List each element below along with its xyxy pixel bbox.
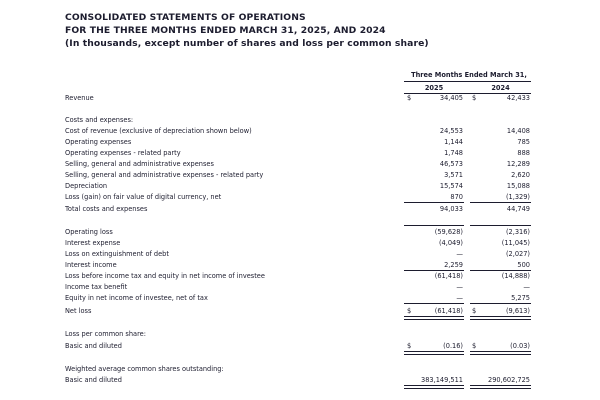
subtotal-rule (404, 225, 464, 226)
row-label-operating-loss: Operating loss (65, 228, 113, 236)
row-label-tax-benefit: Income tax benefit (65, 283, 128, 291)
value-operating-loss-2025: (59,628) (434, 228, 463, 236)
currency-symbol: $ (472, 307, 477, 315)
value-total-costs-2024: 44,749 (506, 205, 530, 213)
value-revenue-2025: 34,405 (439, 94, 463, 102)
value-sga-2025: 46,573 (439, 160, 463, 168)
value-interest-income-2025: 2,259 (444, 261, 463, 269)
column-group-header: Three Months Ended March 31, (411, 71, 527, 79)
total-double-rule (470, 316, 531, 320)
value-lps-basic-2025: (0.16) (443, 342, 463, 350)
value-opex-2025: 1,144 (444, 138, 463, 146)
value-opex-related-2024: 888 (517, 149, 530, 157)
section-heading-costs: Costs and expenses: (65, 116, 134, 124)
value-depreciation-2024: 15,088 (506, 182, 530, 190)
value-sga-related-2025: 3,571 (444, 171, 463, 179)
value-interest-expense-2025: (4,049) (438, 239, 463, 247)
subtotal-rule (470, 225, 531, 226)
row-label-loss-extinguishment: Loss on extinguishment of debt (65, 250, 169, 258)
row-label-cost-of-revenue: Cost of revenue (exclusive of depreciation shown below) (65, 127, 252, 135)
currency-symbol: $ (407, 94, 412, 102)
total-double-rule (404, 385, 464, 389)
value-tax-benefit-2024: — (523, 283, 530, 291)
total-double-rule (404, 316, 464, 320)
row-label-interest-income: Interest income (65, 261, 117, 269)
subtotal-rule (404, 202, 464, 203)
value-loss-extinguishment-2025: — (456, 250, 463, 258)
value-opex-related-2025: 1,748 (444, 149, 463, 157)
row-label-net-loss: Net loss (65, 307, 92, 315)
currency-symbol: $ (472, 342, 477, 350)
value-cost-of-revenue-2024: 14,408 (506, 127, 530, 135)
value-lps-basic-2024: (0.03) (510, 342, 530, 350)
value-loss-extinguishment-2024: (2,027) (505, 250, 530, 258)
row-label-loss-before-tax: Loss before income tax and equity in net income of investee (65, 272, 265, 280)
row-label-depreciation: Depreciation (65, 182, 108, 190)
value-loss-before-tax-2025: (61,418) (434, 272, 463, 280)
value-revenue-2024: 42,433 (506, 94, 530, 102)
value-interest-income-2024: 500 (517, 261, 530, 269)
total-double-rule (470, 351, 531, 355)
currency-symbol: $ (472, 94, 477, 102)
statement-title: CONSOLIDATED STATEMENTS OF OPERATIONS (65, 12, 306, 23)
value-net-loss-2024: (9,613) (505, 307, 530, 315)
value-fv-digital-currency-2025: 870 (450, 193, 463, 201)
value-depreciation-2025: 15,574 (439, 182, 463, 190)
value-cost-of-revenue-2025: 24,553 (439, 127, 463, 135)
row-label-sga: Selling, general and administrative expenses (65, 160, 214, 168)
subtotal-rule (470, 270, 531, 271)
value-opex-2024: 785 (517, 138, 530, 146)
total-double-rule (404, 351, 464, 355)
subtotal-rule (470, 202, 531, 203)
section-heading-loss-per-share: Loss per common share: (65, 330, 146, 338)
row-label-total-costs: Total costs and expenses (65, 205, 148, 213)
subtotal-rule (404, 303, 464, 304)
value-sga-related-2024: 2,620 (511, 171, 530, 179)
row-label-shares-basic: Basic and diluted (65, 376, 122, 384)
statement-period: FOR THE THREE MONTHS ENDED MARCH 31, 2025, AND 2024 (65, 25, 386, 36)
value-loss-before-tax-2024: (14,888) (501, 272, 530, 280)
row-label-fv-digital-currency: Loss (gain) on fair value of digital currency, net (65, 193, 222, 201)
column-header-2024: 2024 (491, 84, 510, 92)
currency-symbol: $ (407, 342, 412, 350)
statement-units: (In thousands, except number of shares and loss per common share) (65, 38, 429, 49)
row-label-lps-basic: Basic and diluted (65, 342, 122, 350)
value-shares-basic-2024: 290,602,725 (488, 376, 530, 384)
subtotal-rule (470, 303, 531, 304)
section-heading-weighted-shares: Weighted average common shares outstanding: (65, 365, 224, 373)
column-header-2025: 2025 (424, 84, 444, 92)
row-label-sga-related: Selling, general and administrative expenses - related party (65, 171, 264, 179)
value-operating-loss-2024: (2,316) (505, 228, 530, 236)
row-label-opex-related: Operating expenses - related party (65, 149, 181, 157)
value-net-loss-2025: (61,418) (434, 307, 463, 315)
value-shares-basic-2025: 383,149,511 (421, 376, 463, 384)
value-total-costs-2025: 94,033 (439, 205, 463, 213)
row-label-interest-expense: Interest expense (65, 239, 121, 247)
row-label-opex: Operating expenses (65, 138, 132, 146)
value-equity-investee-2025: — (456, 294, 463, 302)
total-double-rule (470, 385, 531, 389)
column-group-rule (404, 81, 531, 82)
value-fv-digital-currency-2024: (1,329) (505, 193, 530, 201)
row-label-equity-investee: Equity in net income of investee, net of tax (65, 294, 208, 302)
value-tax-benefit-2025: — (456, 283, 463, 291)
value-sga-2024: 12,289 (506, 160, 530, 168)
subtotal-rule (404, 270, 464, 271)
currency-symbol: $ (407, 307, 412, 315)
row-label-revenue: Revenue (65, 94, 94, 102)
value-equity-investee-2024: 5,275 (511, 294, 530, 302)
value-interest-expense-2024: (11,045) (501, 239, 530, 247)
